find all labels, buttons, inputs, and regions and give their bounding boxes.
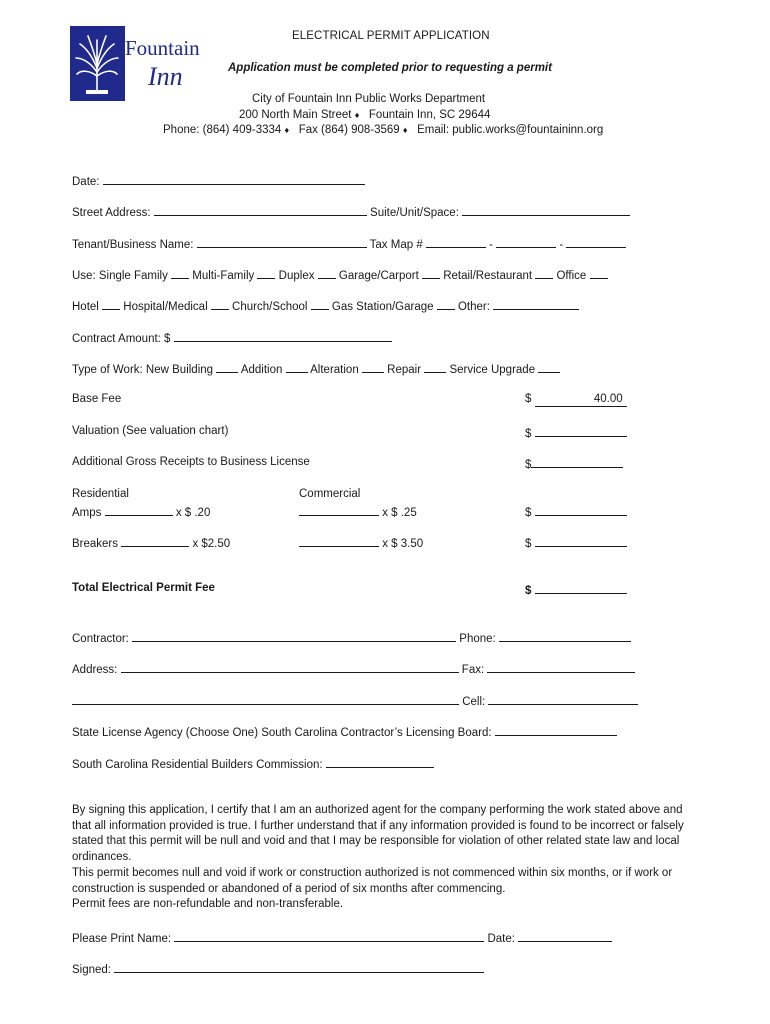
logo-text-fountain: Fountain [125,36,200,60]
street-address-field[interactable] [154,204,367,216]
addition-field[interactable] [286,361,308,373]
residential-builders-label: South Carolina Residential Builders Commission: [72,759,323,771]
garage-field[interactable] [422,267,440,279]
contractor-address2-row [72,693,638,708]
separator-diamond-icon: ♦ [354,110,360,120]
residential-label: Residential [72,488,129,500]
duplex-field[interactable] [318,267,336,279]
contractor-fax-label: Fax: [461,664,485,676]
single-family-field[interactable] [171,267,189,279]
new-building-field[interactable] [216,361,238,373]
department-address [239,109,490,121]
residential-breaker-rate: x $2.50 [192,538,231,550]
office-label: Office [556,270,587,282]
tenant-label: Tenant/Business Name: [72,239,194,251]
signed-row [72,961,484,976]
other-label: Other: [457,301,490,313]
commercial-amps-field[interactable] [299,504,379,516]
church-field[interactable] [311,298,329,310]
base-fee-label: Base Fee [72,393,122,405]
service-upgrade-field[interactable] [538,361,560,373]
signature-field[interactable] [114,961,484,973]
suite-label: Suite/Unit/Space: [370,207,459,219]
alteration-field[interactable] [362,361,384,373]
fountain-icon [72,28,123,99]
print-name-field[interactable] [174,930,484,942]
signature-date-label: Date: [487,933,515,945]
amps-total-field[interactable] [535,504,627,516]
dollar-sign: $ [525,459,532,471]
tax-map-label: Tax Map # [369,239,423,251]
certification-paragraph-2: This permit becomes null and void if work or construction authorized is not commenced within six months, or if work or construction is suspended or abandoned of a period of six months after commencing. [72,866,673,895]
tax-map-field-1[interactable] [426,236,486,248]
date-field[interactable] [103,173,365,185]
residential-breakers-row [72,535,230,550]
dollar-sign: $ [525,393,532,405]
duplex-label: Duplex [278,270,315,282]
contractor-address-label: Address: [72,664,118,676]
residential-amp-rate: x $ .20 [175,507,211,519]
use-row-1 [72,267,608,282]
separator-diamond-icon: ♦ [284,125,290,135]
residential-amps-row [72,504,210,519]
commercial-breakers-row [299,535,423,550]
addition-label: Addition [240,364,283,376]
base-fee-field[interactable] [535,393,627,407]
city-state-zip: Fountain Inn, SC 29644 [368,109,491,121]
contractor-label: Contractor: [72,633,129,645]
base-fee-amount [525,393,627,407]
commercial-amp-rate: x $ .25 [382,507,417,519]
contractor-address2-field[interactable] [72,693,459,705]
contract-amount-row [72,330,392,345]
other-field[interactable] [493,298,579,310]
fountain-inn-logo [70,26,125,101]
use-label: Use: Single Family [72,270,168,282]
state-license-row [72,724,617,739]
repair-field[interactable] [424,361,446,373]
total-fee-amount [525,582,627,597]
tax-map-dash: - [489,239,493,251]
signed-label: Signed: [72,964,112,976]
breakers-amount [525,535,627,550]
valuation-amount [525,425,627,440]
alteration-label: Alteration [310,364,359,376]
hospital-label: Hospital/Medical [123,301,208,313]
type-of-work-row [72,361,560,376]
date-label: Date: [72,176,100,188]
tax-map-field-2[interactable] [496,236,556,248]
state-license-field[interactable] [495,724,617,736]
residential-breakers-field[interactable] [121,535,189,547]
contractor-cell-field[interactable] [488,693,638,705]
logo-text-inn: Inn [148,62,183,91]
total-fee-field[interactable] [535,582,627,594]
breakers-label: Breakers [72,538,119,550]
dollar-sign: $ [525,507,532,519]
use-row-2 [72,298,579,313]
contractor-field[interactable] [132,630,456,642]
suite-field[interactable] [462,204,630,216]
document-title: ELECTRICAL PERMIT APPLICATION [292,30,490,42]
street-address-text: 200 North Main Street [239,109,352,121]
commercial-breakers-field[interactable] [299,535,379,547]
certification-paragraph-1: By signing this application, I certify that I am an authorized agent for the company performing the work stated above and that all information provided is true. I further understand that if any information provided is found to be incorrect or falsely stated that this permit will be null and void and that I may be responsible for violation of other related state law and local ordinances. [72,804,684,864]
office-field[interactable] [590,267,608,279]
type-of-work-label: Type of Work: New Building [72,364,214,376]
print-name-label: Please Print Name: [72,933,172,945]
contractor-fax-field[interactable] [487,661,635,673]
date-row [72,173,365,188]
department-email: Email: public.works@fountaininn.org [417,124,604,136]
dollar-sign: $ [525,538,532,550]
separator-diamond-icon: ♦ [402,125,408,135]
contractor-address-field[interactable] [121,661,459,673]
certification-paragraph-3: Permit fees are non-refundable and non-transferable. [72,898,344,911]
service-upgrade-label: Service Upgrade [449,364,536,376]
gas-station-label: Gas Station/Garage [331,301,434,313]
retail-field[interactable] [535,267,553,279]
residential-builders-field[interactable] [326,756,434,768]
contractor-phone-field[interactable] [499,630,631,642]
tenant-row [72,236,626,251]
document-subtitle: Application must be completed prior to requesting a permit [228,62,552,74]
dollar-sign: $ [525,585,532,597]
hotel-label: Hotel [72,301,99,313]
commercial-amps-row [299,504,417,519]
garage-label: Garage/Carport [338,270,419,282]
hotel-field[interactable] [102,298,120,310]
contractor-row [72,630,631,645]
signature-date-field[interactable] [518,930,612,942]
department-phone: Phone: (864) 409-3334 [163,124,282,136]
hospital-field[interactable] [211,298,229,310]
department-name: City of Fountain Inn Public Works Department [252,93,486,105]
gross-receipts-field[interactable] [531,456,623,468]
valuation-field[interactable] [535,425,627,437]
gross-receipts-amount [525,456,623,471]
church-label: Church/School [232,301,308,313]
valuation-label: Valuation (See valuation chart) [72,425,229,437]
multi-family-field[interactable] [257,267,275,279]
state-license-label: State License Agency (Choose One) South Carolina Contractor’s Licensing Board: [72,727,492,739]
retail-label: Retail/Restaurant [443,270,533,282]
commercial-breaker-rate: x $ 3.50 [382,538,424,550]
contractor-cell-label: Cell: [462,696,486,708]
contractor-phone-label: Phone: [459,633,496,645]
base-fee-value: 40.00 [593,393,623,405]
street-address-label: Street Address: [72,207,151,219]
gas-station-field[interactable] [437,298,455,310]
multi-family-label: Multi-Family [192,270,255,282]
total-fee-label: Total Electrical Permit Fee [72,582,215,594]
street-address-row [72,204,630,219]
contract-amount-field[interactable] [174,330,392,342]
department-contact [163,124,603,136]
residential-amps-field[interactable] [105,504,173,516]
contract-amount-label: Contract Amount: $ [72,333,171,345]
contractor-address-row [72,661,635,676]
gross-receipts-label: Additional Gross Receipts to Business License [72,456,310,468]
breakers-total-field[interactable] [535,535,627,547]
dollar-sign: $ [525,428,532,440]
tax-map-field-3[interactable] [566,236,626,248]
certification-statement [72,803,702,913]
commercial-label: Commercial [299,488,361,500]
print-name-row [72,930,612,945]
tenant-field[interactable] [197,236,367,248]
repair-label: Repair [387,364,422,376]
residential-builders-row [72,756,434,771]
department-fax: Fax (864) 908-3569 [298,124,400,136]
amps-label: Amps [72,507,102,519]
amps-amount [525,504,627,519]
tax-map-dash: - [559,239,564,251]
